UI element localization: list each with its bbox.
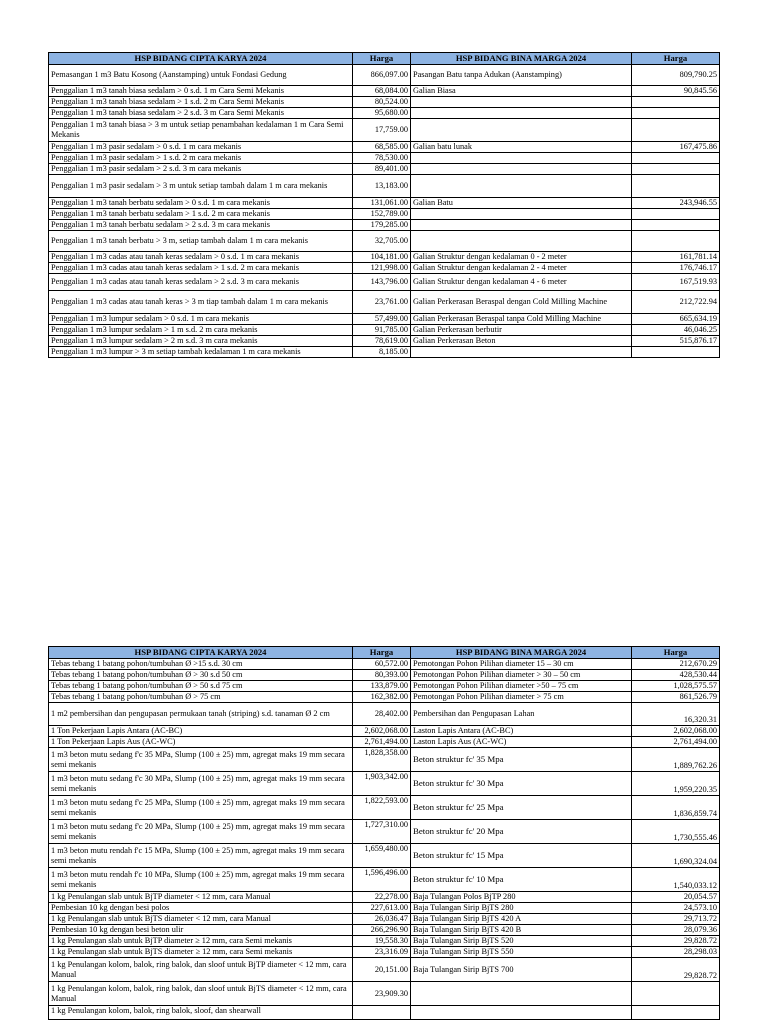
cipta-karya-item: Penggalian 1 m3 tanah biasa > 3 m untuk setiap penambahan kedalaman 1 m Cara Semi Mekanis	[49, 119, 353, 142]
bina-marga-item: Beton struktur fc' 35 Mpa	[411, 748, 632, 772]
bina-marga-harga: 861,526.79	[632, 692, 720, 703]
cipta-karya-item: 1 Ton Pekerjaan Lapis Antara (AC-BC)	[49, 726, 353, 737]
cipta-karya-harga: 143,796.00	[353, 274, 411, 291]
bina-marga-harga: 29,828.72	[632, 958, 720, 982]
bina-marga-harga: 428,530.44	[632, 670, 720, 681]
bina-marga-item: Galian batu lunak	[411, 142, 632, 153]
cipta-karya-harga: 23,316.09	[353, 947, 411, 958]
bina-marga-harga	[632, 347, 720, 358]
cipta-karya-item: Penggalian 1 m3 pasir sedalam > 0 s.d. 1 m cara mekanis	[49, 142, 353, 153]
cipta-karya-harga: 22,278.00	[353, 892, 411, 903]
cipta-karya-item: 1 Ton Pekerjaan Lapis Aus (AC-WC)	[49, 737, 353, 748]
cipta-karya-harga: 80,524.00	[353, 97, 411, 108]
cipta-karya-harga: 104,181.00	[353, 252, 411, 263]
cipta-karya-item: 1 m3 beton mutu sedang f'c 25 MPa, Slump (100 ± 25) mm, agregat maks 19 mm secara semi mekanis	[49, 796, 353, 820]
table-row	[49, 868, 720, 892]
table-header-row	[49, 647, 720, 659]
table-row	[49, 772, 720, 796]
bina-marga-harga: 212,722.94	[632, 291, 720, 314]
cipta-karya-item: Penggalian 1 m3 tanah biasa sedalam > 2 s.d. 3 m Cara Semi Mekanis	[49, 108, 353, 119]
bina-marga-item: Baja Tulangan Sirip BjTS 700	[411, 958, 632, 982]
table-row	[49, 947, 720, 958]
table-row	[49, 936, 720, 947]
hsp-comparison-table-1	[48, 52, 720, 358]
table-row	[49, 347, 720, 358]
cipta-karya-harga: 20,151.00	[353, 958, 411, 982]
cipta-karya-harga: 131,061.00	[353, 198, 411, 209]
bina-marga-harga	[632, 164, 720, 175]
cipta-karya-item: 1 kg Penulangan kolom, balok, ring balok, sloof, dan shearwall	[49, 1006, 353, 1020]
bina-marga-item: Pemotongan Pohon Pilihan diameter > 30 – 50 cm	[411, 670, 632, 681]
cipta-karya-harga: 23,909.30	[353, 982, 411, 1006]
table-row	[49, 796, 720, 820]
cipta-karya-item: Penggalian 1 m3 tanah berbatu sedalam > 0 s.d. 1 m cara mekanis	[49, 198, 353, 209]
bina-marga-harga: 1,959,220.35	[632, 772, 720, 796]
bina-marga-harga	[632, 231, 720, 252]
table-row	[49, 119, 720, 142]
bina-marga-item: Beton struktur fc' 15 Mpa	[411, 844, 632, 868]
table-row	[49, 231, 720, 252]
cipta-karya-harga: 19,558.30	[353, 936, 411, 947]
cipta-karya-harga: 17,759.00	[353, 119, 411, 142]
bina-marga-harga: 1,730,555.46	[632, 820, 720, 844]
bina-marga-harga: 1,889,762.26	[632, 748, 720, 772]
cipta-karya-harga: 68,084.00	[353, 86, 411, 97]
header-bina-marga: HSP BIDANG BINA MARGA 2024	[411, 53, 632, 65]
bina-marga-harga: 212,670.29	[632, 659, 720, 670]
table-row	[49, 325, 720, 336]
cipta-karya-item: Penggalian 1 m3 pasir sedalam > 2 s.d. 3 m cara mekanis	[49, 164, 353, 175]
table-row	[49, 903, 720, 914]
table-row	[49, 314, 720, 325]
table-row	[49, 263, 720, 274]
bina-marga-item: Beton struktur fc' 10 Mpa	[411, 868, 632, 892]
header-harga-ck: Harga	[353, 53, 411, 65]
cipta-karya-item: 1 m3 beton mutu rendah f'c 10 MPa, Slump (100 ± 25) mm, agregat maks 19 mm secara semi mekanis	[49, 868, 353, 892]
cipta-karya-harga: 121,998.00	[353, 263, 411, 274]
bina-marga-item	[411, 175, 632, 198]
table-row	[49, 958, 720, 982]
bina-marga-harga: 2,761,494.00	[632, 737, 720, 748]
cipta-karya-item: Tebas tebang 1 batang pohon/tumbuhan Ø > 50 s.d 75 cm	[49, 681, 353, 692]
cipta-karya-harga: 1,828,358.00	[353, 748, 411, 772]
bina-marga-item: Baja Tulangan Sirip BjTS 420 A	[411, 914, 632, 925]
table-row	[49, 703, 720, 726]
table-row	[49, 659, 720, 670]
bina-marga-item: Beton struktur fc' 25 Mpa	[411, 796, 632, 820]
bina-marga-harga: 16,320.31	[632, 703, 720, 726]
bina-marga-item: Pembersihan dan Pengupasan Lahan	[411, 703, 632, 726]
table-row	[49, 925, 720, 936]
cipta-karya-item: Pemasangan 1 m3 Batu Kosong (Aanstamping) untuk Fondasi Gedung	[49, 65, 353, 86]
cipta-karya-harga: 1,727,310.00	[353, 820, 411, 844]
cipta-karya-item: 1 kg Penulangan kolom, balok, ring balok, dan sloof untuk BjTP diameter < 12 mm, cara Manual	[49, 958, 353, 982]
cipta-karya-harga: 80,393.00	[353, 670, 411, 681]
bina-marga-item: Galian Struktur dengan kedalaman 2 - 4 meter	[411, 263, 632, 274]
cipta-karya-harga: 57,499.00	[353, 314, 411, 325]
bina-marga-harga	[632, 153, 720, 164]
cipta-karya-item: Penggalian 1 m3 cadas atau tanah keras sedalam > 1 s.d. 2 m cara mekanis	[49, 263, 353, 274]
table-row	[49, 291, 720, 314]
bina-marga-harga: 28,079.36	[632, 925, 720, 936]
table-row	[49, 670, 720, 681]
bina-marga-harga: 28,298.03	[632, 947, 720, 958]
cipta-karya-item: Tebas tebang 1 batang pohon/tumbuhan Ø >15 s.d. 30 cm	[49, 659, 353, 670]
table-row	[49, 726, 720, 737]
cipta-karya-harga: 28,402.00	[353, 703, 411, 726]
cipta-karya-item: Penggalian 1 m3 lumpur sedalam > 0 s.d. 1 m cara mekanis	[49, 314, 353, 325]
table-row	[49, 86, 720, 97]
cipta-karya-harga: 91,785.00	[353, 325, 411, 336]
cipta-karya-harga: 60,572.00	[353, 659, 411, 670]
hsp-comparison-table-2	[48, 646, 720, 1020]
cipta-karya-item: 1 m3 beton mutu rendah f'c 15 MPa, Slump (100 ± 25) mm, agregat maks 19 mm secara semi mekanis	[49, 844, 353, 868]
cipta-karya-item: Penggalian 1 m3 tanah biasa sedalam > 0 s.d. 1 m Cara Semi Mekanis	[49, 86, 353, 97]
cipta-karya-item: 1 kg Penulangan slab untuk BjTP diameter < 12 mm, cara Manual	[49, 892, 353, 903]
cipta-karya-item: Tebas tebang 1 batang pohon/tumbuhan Ø > 30 s.d 50 cm	[49, 670, 353, 681]
header-harga-bm: Harga	[632, 647, 720, 659]
bina-marga-item: Baja Tulangan Sirip BjTS 280	[411, 903, 632, 914]
cipta-karya-harga: 866,097.00	[353, 65, 411, 86]
header-harga-bm: Harga	[632, 53, 720, 65]
cipta-karya-harga: 78,619.00	[353, 336, 411, 347]
cipta-karya-harga: 32,705.00	[353, 231, 411, 252]
cipta-karya-harga: 23,761.00	[353, 291, 411, 314]
cipta-karya-item: 1 m3 beton mutu sedang f'c 20 MPa, Slump (100 ± 25) mm, agregat maks 19 mm secara semi mekanis	[49, 820, 353, 844]
bina-marga-item: Galian Perkerasan Beton	[411, 336, 632, 347]
table-row	[49, 914, 720, 925]
bina-marga-item	[411, 1006, 632, 1020]
bina-marga-item: Galian Biasa	[411, 86, 632, 97]
table-row	[49, 820, 720, 844]
bina-marga-item: Baja Tulangan Sirip BjTS 520	[411, 936, 632, 947]
header-cipta-karya: HSP BIDANG CIPTA KARYA 2024	[49, 647, 353, 659]
bina-marga-item: Pasangan Batu tanpa Adukan (Aanstamping)	[411, 65, 632, 86]
cipta-karya-item: Penggalian 1 m3 cadas atau tanah keras > 3 m tiap tambah dalam 1 m cara mekanis	[49, 291, 353, 314]
bina-marga-item	[411, 119, 632, 142]
bina-marga-harga: 161,781.14	[632, 252, 720, 263]
bina-marga-item	[411, 164, 632, 175]
table-row	[49, 982, 720, 1006]
bina-marga-item: Beton struktur fc' 30 Mpa	[411, 772, 632, 796]
cipta-karya-item: Penggalian 1 m3 pasir sedalam > 1 s.d. 2 m cara mekanis	[49, 153, 353, 164]
cipta-karya-item: Tebas tebang 1 batang pohon/tumbuhan Ø > 75 cm	[49, 692, 353, 703]
table-row	[49, 164, 720, 175]
cipta-karya-harga: 152,789.00	[353, 209, 411, 220]
cipta-karya-item: Pembesian 10 kg dengan besi beton ulir	[49, 925, 353, 936]
table-header-row	[49, 53, 720, 65]
table-row	[49, 108, 720, 119]
bina-marga-harga	[632, 220, 720, 231]
cipta-karya-item: Penggalian 1 m3 cadas atau tanah keras sedalam > 2 s.d. 3 m cara mekanis	[49, 274, 353, 291]
bina-marga-harga	[632, 119, 720, 142]
cipta-karya-harga: 179,285.00	[353, 220, 411, 231]
bina-marga-harga: 515,876.17	[632, 336, 720, 347]
cipta-karya-item: Penggalian 1 m3 lumpur sedalam > 2 m s.d. 3 m cara mekanis	[49, 336, 353, 347]
table-row	[49, 274, 720, 291]
cipta-karya-item: Penggalian 1 m3 tanah berbatu > 3 m, setiap tambah dalam 1 m cara mekanis	[49, 231, 353, 252]
bina-marga-harga: 665,634.19	[632, 314, 720, 325]
bina-marga-item	[411, 209, 632, 220]
bina-marga-harga	[632, 1006, 720, 1020]
bina-marga-item: Galian Perkerasan Beraspal tanpa Cold Milling Machine	[411, 314, 632, 325]
table-row	[49, 153, 720, 164]
bina-marga-item	[411, 231, 632, 252]
cipta-karya-item: Penggalian 1 m3 cadas atau tanah keras sedalam > 0 s.d. 1 m cara mekanis	[49, 252, 353, 263]
table-row	[49, 892, 720, 903]
cipta-karya-harga: 133,879.00	[353, 681, 411, 692]
bina-marga-item: Pemotongan Pohon Pilihan diameter 15 – 30 cm	[411, 659, 632, 670]
bina-marga-harga: 90,845.56	[632, 86, 720, 97]
cipta-karya-item: Penggalian 1 m3 lumpur sedalam > 1 m s.d. 2 m cara mekanis	[49, 325, 353, 336]
table-row	[49, 737, 720, 748]
cipta-karya-harga: 1,596,496.00	[353, 868, 411, 892]
bina-marga-harga	[632, 97, 720, 108]
cipta-karya-harga: 68,585.00	[353, 142, 411, 153]
cipta-karya-item: 1 kg Penulangan slab untuk BjTP diameter ≥ 12 mm, cara Semi mekanis	[49, 936, 353, 947]
cipta-karya-harga: 26,036.47	[353, 914, 411, 925]
bina-marga-harga: 1,028,575.57	[632, 681, 720, 692]
bina-marga-item: Galian Struktur dengan kedalaman 4 - 6 meter	[411, 274, 632, 291]
cipta-karya-harga	[353, 1006, 411, 1020]
bina-marga-harga	[632, 108, 720, 119]
bina-marga-item: Baja Tulangan Polos BjTP 280	[411, 892, 632, 903]
bina-marga-harga	[632, 209, 720, 220]
table-row	[49, 336, 720, 347]
cipta-karya-item: Penggalian 1 m3 tanah berbatu sedalam > 1 s.d. 2 m cara mekanis	[49, 209, 353, 220]
cipta-karya-item: Penggalian 1 m3 pasir sedalam > 3 m untuk setiap tambah dalam 1 m cara mekanis	[49, 175, 353, 198]
cipta-karya-item: Penggalian 1 m3 tanah biasa sedalam > 1 s.d. 2 m Cara Semi Mekanis	[49, 97, 353, 108]
bina-marga-item	[411, 220, 632, 231]
bina-marga-item: Baja Tulangan Sirip BjTS 420 B	[411, 925, 632, 936]
bina-marga-item	[411, 153, 632, 164]
bina-marga-harga: 29,713.72	[632, 914, 720, 925]
cipta-karya-item: Penggalian 1 m3 lumpur > 3 m setiap tambah kedalaman 1 m cara mekanis	[49, 347, 353, 358]
table-row	[49, 97, 720, 108]
bina-marga-item: Galian Perkerasan Beraspal dengan Cold Milling Machine	[411, 291, 632, 314]
bina-marga-harga	[632, 175, 720, 198]
bina-marga-item: Galian Perkerasan berbutir	[411, 325, 632, 336]
bina-marga-harga	[632, 982, 720, 1006]
table-row	[49, 252, 720, 263]
cipta-karya-item: 1 kg Penulangan slab untuk BjTS diameter ≥ 12 mm, cara Semi mekanis	[49, 947, 353, 958]
bina-marga-item: Beton struktur fc' 20 Mpa	[411, 820, 632, 844]
cipta-karya-harga: 162,382.00	[353, 692, 411, 703]
table-row	[49, 844, 720, 868]
bina-marga-harga: 1,836,859.74	[632, 796, 720, 820]
bina-marga-item: Galian Batu	[411, 198, 632, 209]
cipta-karya-harga: 78,530.00	[353, 153, 411, 164]
cipta-karya-harga: 13,183.00	[353, 175, 411, 198]
table-row	[49, 220, 720, 231]
bina-marga-harga: 167,519.93	[632, 274, 720, 291]
bina-marga-harga: 167,475.86	[632, 142, 720, 153]
cipta-karya-harga: 1,822,593.00	[353, 796, 411, 820]
bina-marga-harga: 176,746.17	[632, 263, 720, 274]
cipta-karya-item: 1 kg Penulangan slab untuk BjTS diameter < 12 mm, cara Manual	[49, 914, 353, 925]
bina-marga-item	[411, 347, 632, 358]
cipta-karya-item: 1 m2 pembersihan dan pengupasan permukaan tanah (striping) s.d. tanaman Ø 2 cm	[49, 703, 353, 726]
cipta-karya-item: 1 m3 beton mutu sedang f'c 30 MPa, Slump (100 ± 25) mm, agregat maks 19 mm secara semi mekanis	[49, 772, 353, 796]
bina-marga-harga: 1,540,033.12	[632, 868, 720, 892]
cipta-karya-harga: 227,613.00	[353, 903, 411, 914]
table-row	[49, 692, 720, 703]
bina-marga-harga: 29,828.72	[632, 936, 720, 947]
table-row	[49, 748, 720, 772]
bina-marga-harga: 1,690,324.04	[632, 844, 720, 868]
header-cipta-karya: HSP BIDANG CIPTA KARYA 2024	[49, 53, 353, 65]
cipta-karya-harga: 266,296.90	[353, 925, 411, 936]
bina-marga-harga: 809,790.25	[632, 65, 720, 86]
header-harga-ck: Harga	[353, 647, 411, 659]
bina-marga-item: Laston Lapis Aus (AC-WC)	[411, 737, 632, 748]
header-bina-marga: HSP BIDANG BINA MARGA 2024	[411, 647, 632, 659]
table-row	[49, 65, 720, 86]
cipta-karya-item: 1 m3 beton mutu sedang f'c 35 MPa, Slump (100 ± 25) mm, agregat maks 19 mm secara semi mekanis	[49, 748, 353, 772]
table-row	[49, 198, 720, 209]
cipta-karya-harga: 1,903,342.00	[353, 772, 411, 796]
cipta-karya-harga: 95,680.00	[353, 108, 411, 119]
table-row	[49, 142, 720, 153]
bina-marga-item: Galian Struktur dengan kedalaman 0 - 2 meter	[411, 252, 632, 263]
cipta-karya-harga: 1,659,480.00	[353, 844, 411, 868]
bina-marga-harga: 243,946.55	[632, 198, 720, 209]
cipta-karya-harga: 8,185.00	[353, 347, 411, 358]
cipta-karya-item: Penggalian 1 m3 tanah berbatu sedalam > 2 s.d. 3 m cara mekanis	[49, 220, 353, 231]
bina-marga-harga: 24,573.10	[632, 903, 720, 914]
bina-marga-item: Pemotongan Pohon Pilihan diameter >50 – 75 cm	[411, 681, 632, 692]
table-row	[49, 175, 720, 198]
bina-marga-item: Laston Lapis Antara (AC-BC)	[411, 726, 632, 737]
cipta-karya-harga: 2,761,494.00	[353, 737, 411, 748]
bina-marga-item: Baja Tulangan Sirip BjTS 550	[411, 947, 632, 958]
bina-marga-item	[411, 982, 632, 1006]
table-row	[49, 209, 720, 220]
bina-marga-harga: 20,054.57	[632, 892, 720, 903]
bina-marga-harga: 2,602,068.00	[632, 726, 720, 737]
bina-marga-item: Pemotongan Pohon Pilihan diameter > 75 cm	[411, 692, 632, 703]
bina-marga-item	[411, 97, 632, 108]
cipta-karya-harga: 2,602,068.00	[353, 726, 411, 737]
bina-marga-item	[411, 108, 632, 119]
cipta-karya-harga: 89,401.00	[353, 164, 411, 175]
cipta-karya-item: Pembesian 10 kg dengan besi polos	[49, 903, 353, 914]
bina-marga-harga: 46,046.25	[632, 325, 720, 336]
cipta-karya-item: 1 kg Penulangan kolom, balok, ring balok, dan sloof untuk BjTS diameter < 12 mm, cara Manual	[49, 982, 353, 1006]
table-row	[49, 1006, 720, 1020]
table-row	[49, 681, 720, 692]
